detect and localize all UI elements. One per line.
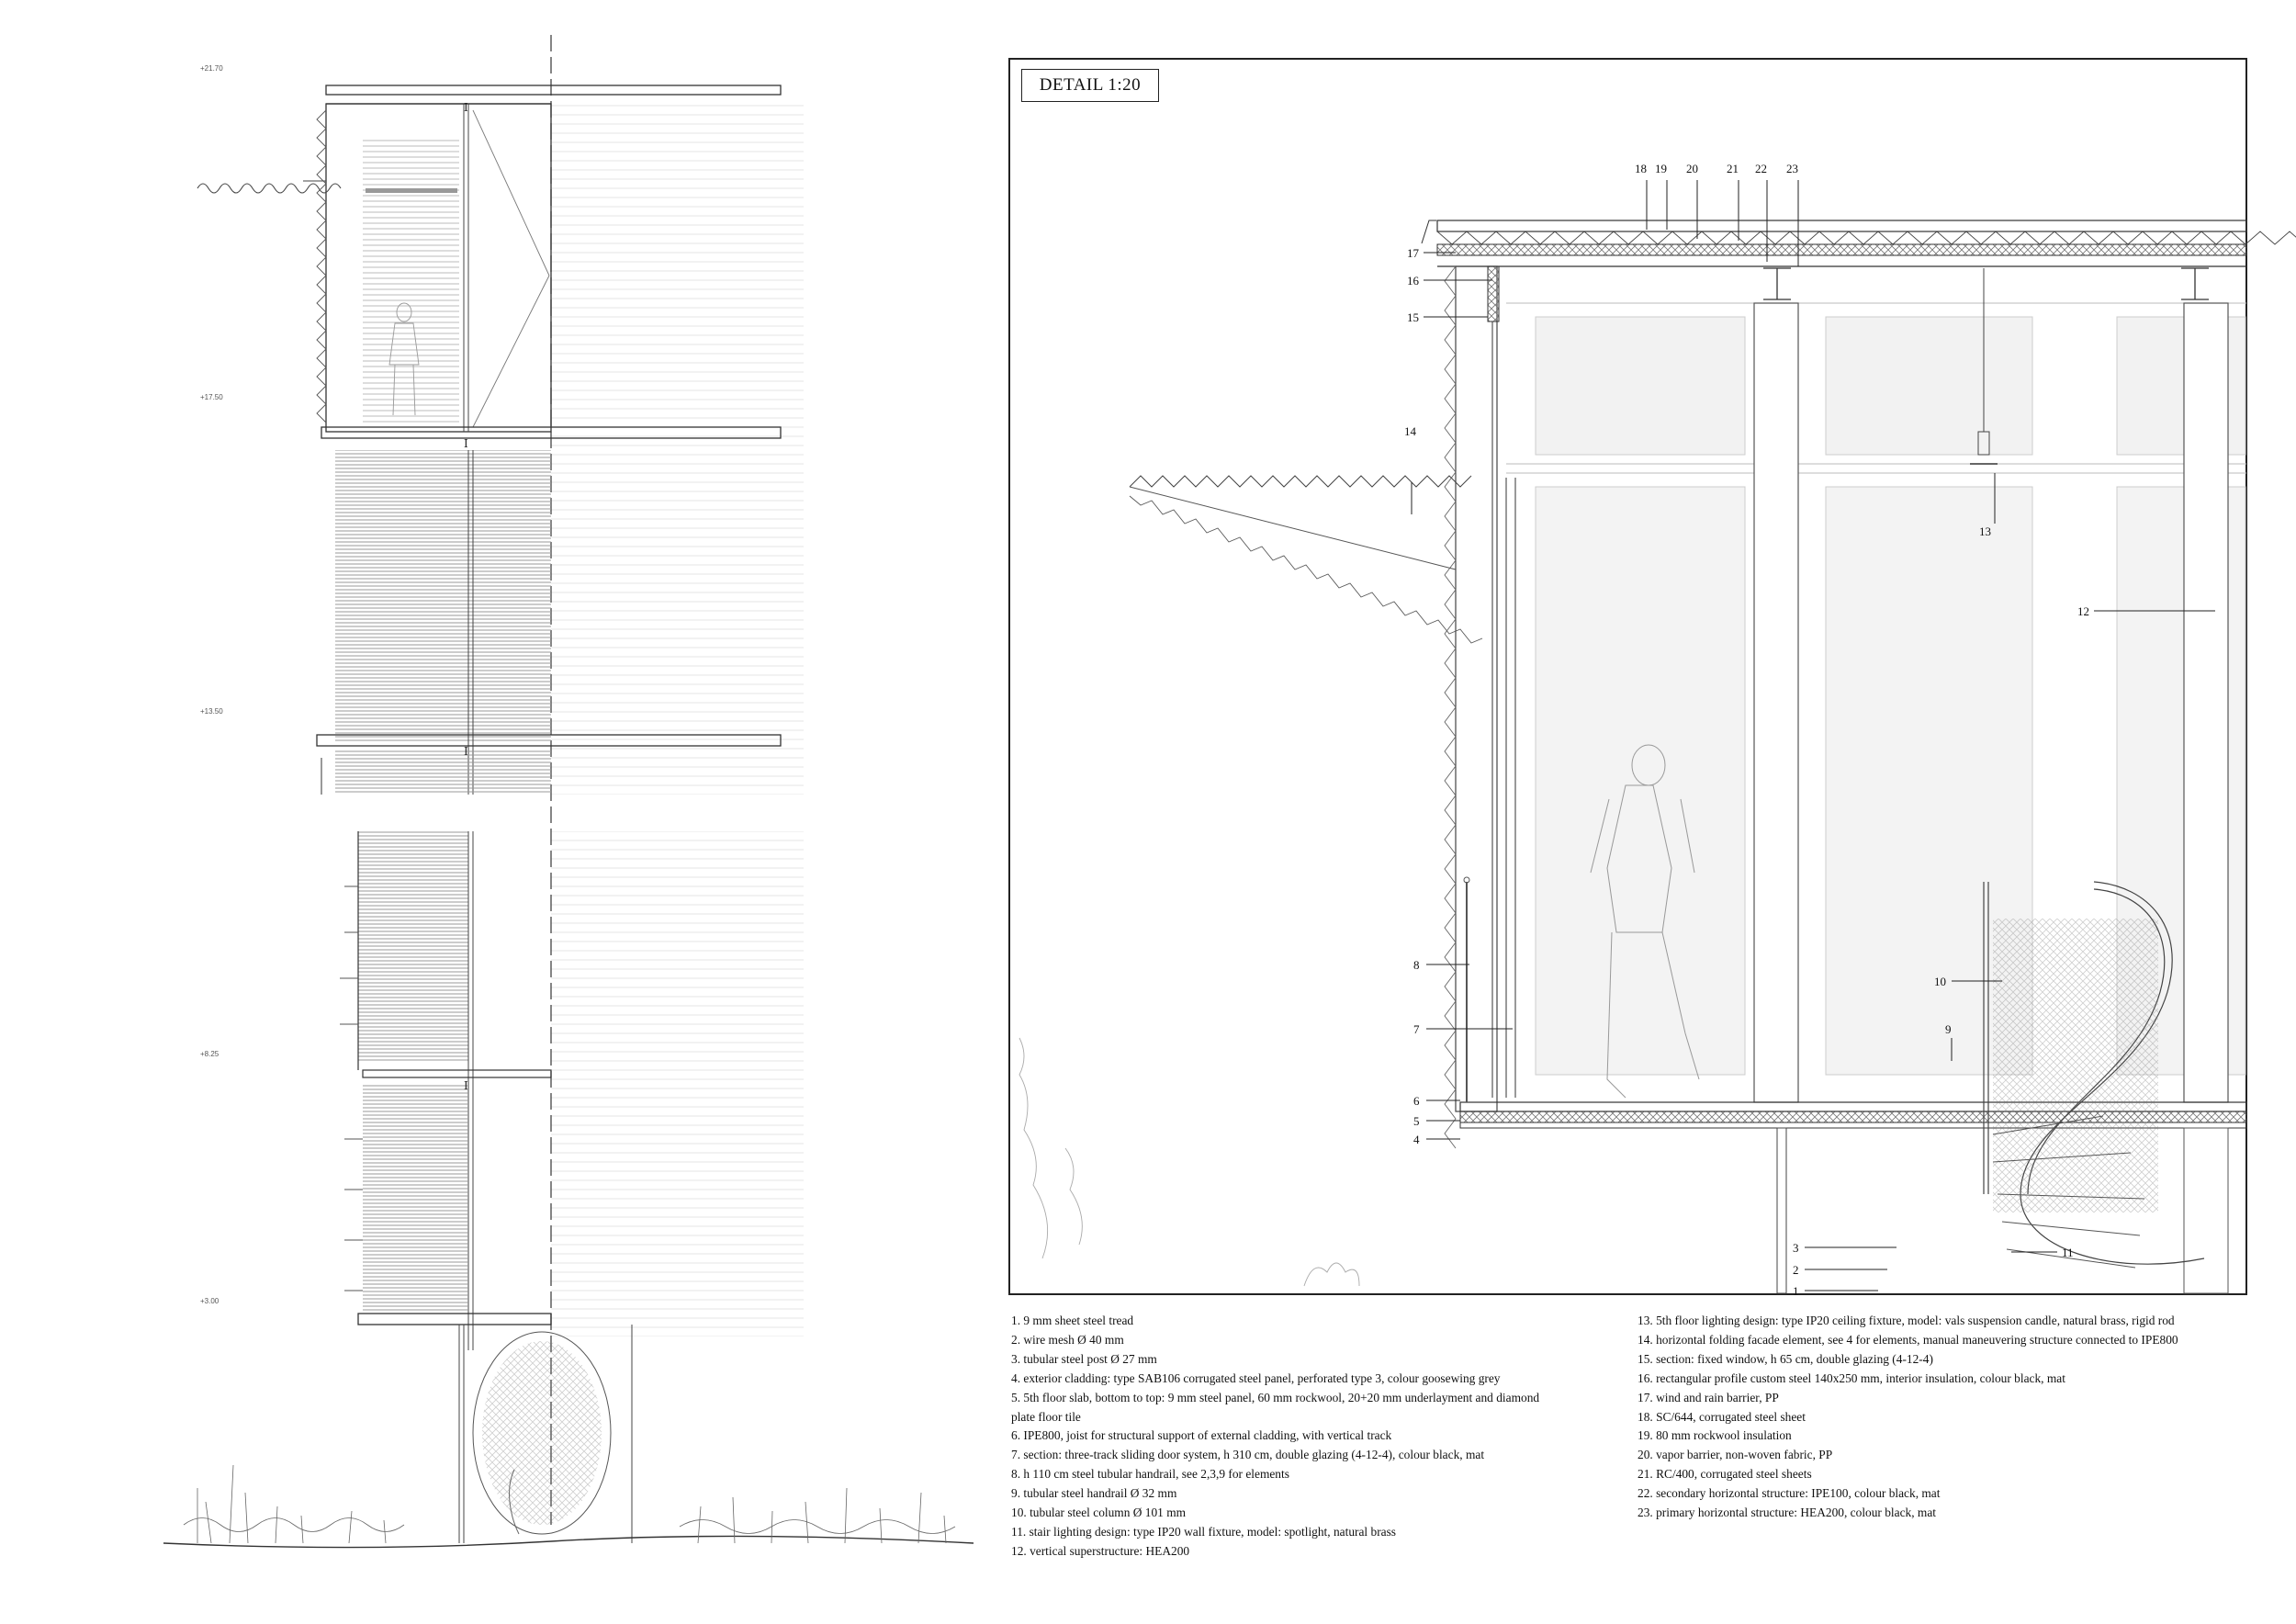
legend-item: 19. 80 mm rockwool insulation: [1638, 1428, 1792, 1443]
legend-item: 13. 5th floor lighting design: type IP20 ceiling fixture, model: vals suspension candle, natural brass, rigid rod: [1638, 1314, 2175, 1327]
legend-item: 9. tubular steel handrail Ø 32 mm: [1011, 1486, 1177, 1501]
callout-number: 12: [2077, 604, 2089, 618]
callout-number: 11: [2062, 1246, 2074, 1259]
callout-number: 3: [1793, 1241, 1799, 1255]
detail-title: DETAIL 1:20: [1021, 69, 1159, 102]
legend-item: 23. primary horizontal structure: HEA200, colour black, mat: [1638, 1506, 1937, 1520]
legend-item: 8. h 110 cm steel tubular handrail, see 2,3,9 for elements: [1011, 1467, 1289, 1482]
legend-item: 15. section: fixed window, h 65 cm, double glazing (4-12-4): [1638, 1351, 1933, 1366]
callout-number: 19: [1655, 162, 1667, 175]
legend-item: 5. 5th floor slab, bottom to top: 9 mm steel panel, 60 mm rockwool, 20+20 mm underlayment and diamond: [1011, 1390, 1540, 1404]
callout-number: 10: [1934, 975, 1946, 988]
left-elevation: [163, 35, 974, 1548]
legend-item: 18. SC/644, corrugated steel sheet: [1638, 1409, 1806, 1424]
callout-number: 2: [1793, 1263, 1799, 1277]
legend-item: 2. wire mesh Ø 40 mm: [1011, 1332, 1124, 1347]
legend-item: 6. IPE800, joist for structural support of external cladding, with vertical track: [1011, 1428, 1392, 1443]
legend-item: 11. stair lighting design: type IP20 wall fixture, model: spotlight, natural brass: [1011, 1524, 1397, 1539]
callout-number: 8: [1413, 958, 1420, 972]
level-marker: +17.50: [200, 393, 223, 401]
legend-item: 10. tubular steel column Ø 101 mm: [1011, 1506, 1187, 1520]
legend-item: 7. section: three-track sliding door system, h 310 cm, double glazing (4-12-4), colour black, mat: [1011, 1448, 1485, 1462]
svg-text:I: I: [464, 101, 468, 114]
legend-item: 20. vapor barrier, non-woven fabric, PP: [1638, 1448, 1833, 1462]
legend-item: 16. rectangular profile custom steel 140x250 mm, interior insulation, colour black, mat: [1638, 1370, 2065, 1385]
level-marker: +3.00: [200, 1297, 219, 1305]
callout-number: 17: [1407, 246, 1419, 260]
callout-number: 20: [1686, 162, 1698, 175]
callout-number: 7: [1413, 1022, 1420, 1036]
callout-number: 23: [1786, 162, 1798, 175]
callout-number: 14: [1404, 424, 1416, 438]
callout-number: 6: [1413, 1094, 1420, 1108]
callout-number: 18: [1635, 162, 1647, 175]
callout-number: 15: [1407, 310, 1419, 324]
legend-item: 21. RC/400, corrugated steel sheets: [1638, 1467, 1812, 1482]
callout-number: 5: [1413, 1114, 1420, 1128]
legend-item: 1. 9 mm sheet steel tread: [1011, 1314, 1134, 1327]
callout-number: 4: [1413, 1133, 1420, 1146]
legend-right: [1638, 1312, 2225, 1523]
legend-item: 4. exterior cladding: type SAB106 corrugated steel panel, perforated type 3, colour goosewing grey: [1011, 1370, 1501, 1385]
callout-number: 13: [1979, 524, 1991, 538]
callout-number: 9: [1945, 1022, 1952, 1036]
level-marker: +13.50: [200, 707, 223, 716]
callout-number: 16: [1407, 274, 1419, 288]
legend-left: [1011, 1312, 1636, 1562]
level-marker: +21.70: [200, 64, 223, 73]
callout-number: 1: [1793, 1284, 1799, 1298]
legend-item: 3. tubular steel post Ø 27 mm: [1011, 1351, 1157, 1366]
svg-text:I: I: [464, 437, 468, 450]
svg-text:I: I: [464, 1079, 468, 1092]
legend-item: 12. vertical superstructure: HEA200: [1011, 1543, 1190, 1558]
level-marker: +8.25: [200, 1050, 219, 1058]
legend-item: 17. wind and rain barrier, PP: [1638, 1390, 1779, 1404]
legend-item: plate floor tile: [1011, 1409, 1081, 1424]
callout-number: 22: [1755, 162, 1767, 175]
legend-item: 14. horizontal folding facade element, see 4 for elements, manual maneuvering structure connected to IPE800: [1638, 1332, 2178, 1347]
svg-text:I: I: [464, 745, 468, 758]
callout-number: 21: [1727, 162, 1739, 175]
legend-item: 22. secondary horizontal structure: IPE100, colour black, mat: [1638, 1486, 1941, 1501]
